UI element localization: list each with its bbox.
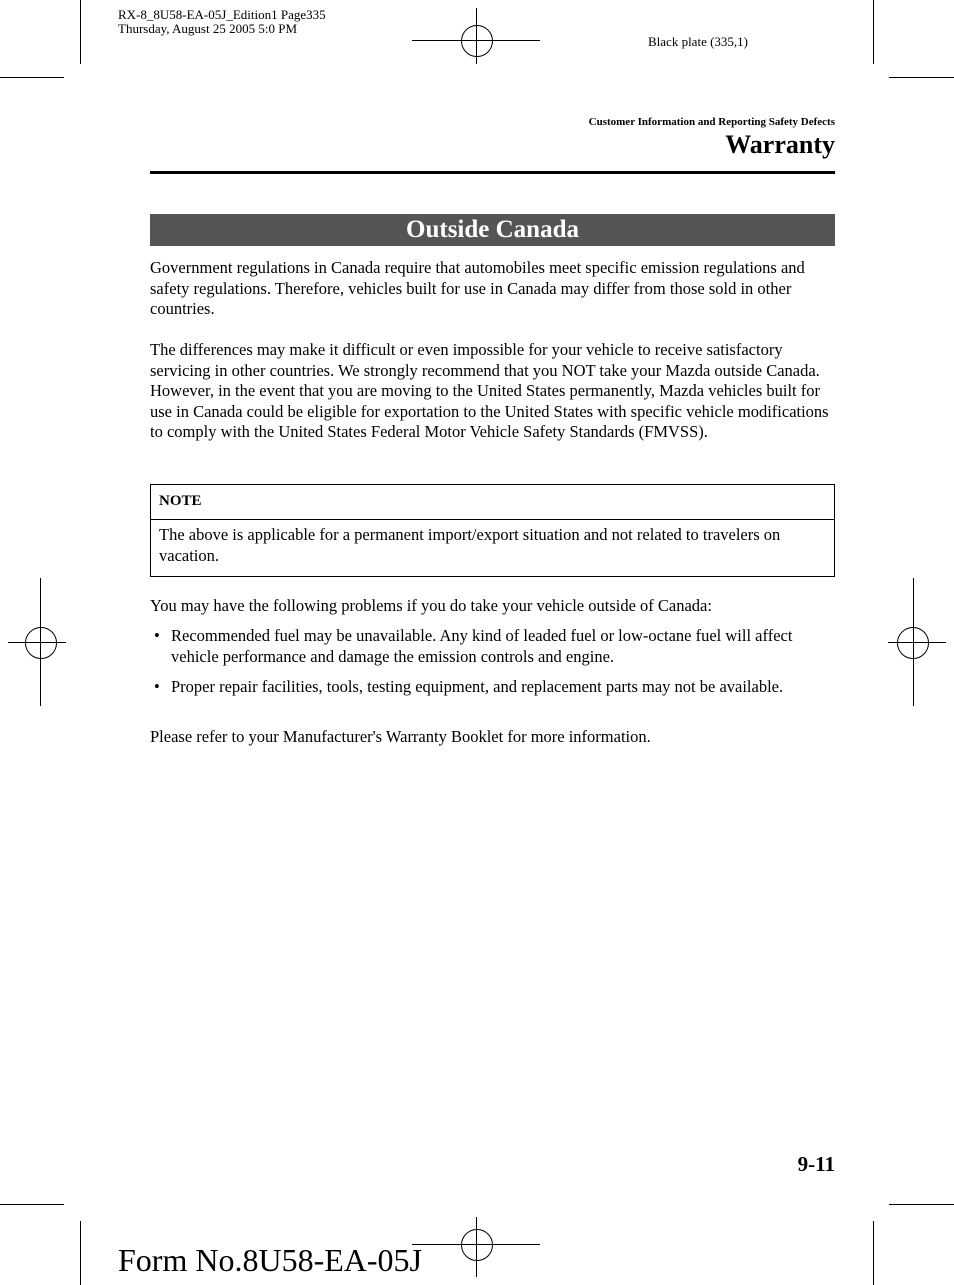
bullet-icon: • [154,626,160,645]
note-heading: NOTE [151,485,834,520]
paragraph-problems-intro: You may have the following problems if you do take your vehicle outside of Canada: [150,596,712,615]
paragraph-regulations: Government regulations in Canada require that automobiles meet specific emission regulations and safety regulations. Therefore, vehicles built for use in Canada may differ from those sold in other countries. [150,258,805,319]
problems-list [150,626,840,708]
paragraph-refer-booklet: Please refer to your Manufacturer's Warranty Booklet for more information. [150,727,651,746]
paragraph-differences: The differences may make it difficult or even impossible for your vehicle to receive satisfactory servicing in other countries. We strongly recommend that you NOT take your Mazda outside Canada. However, in the event that you are moving to the United States permanently, Mazda vehicles built for use in Canada could be eligible for exportation to the United States with specific vehicle modifications to comply with the United States Federal Motor Vehicle Safety Standards (FMVSS). [150,340,829,442]
section-title: Warranty [725,130,835,159]
list-item-text: Recommended fuel may be unavailable. Any kind of leaded fuel or low-octane fuel will affect vehicle performance and damage the emission controls and engine. [171,626,793,666]
section-label: Customer Information and Reporting Safety Defects [588,116,835,128]
plate-info [118,8,326,36]
plate-line-1: RX-8_8U58-EA-05J_Edition1 Page335 [118,7,326,22]
bullet-icon: • [154,677,160,697]
note-text: The above is applicable for a permanent import/export situation and not related to travelers on vacation. [159,525,781,565]
form-number: Form No.8U58-EA-05J [118,1242,422,1278]
page-number: 9-11 [797,1152,835,1176]
black-plate-label: Black plate (335,1) [648,34,748,49]
list-item [150,626,840,667]
list-item [150,677,840,698]
plate-line-2: Thursday, August 25 2005 5:0 PM [118,21,297,36]
list-item-text: Proper repair facilities, tools, testing equipment, and replacement parts may not be available. [171,677,784,697]
note-box [150,484,835,577]
outside-canada-banner: Outside Canada [150,214,835,246]
title-rule [150,171,835,174]
